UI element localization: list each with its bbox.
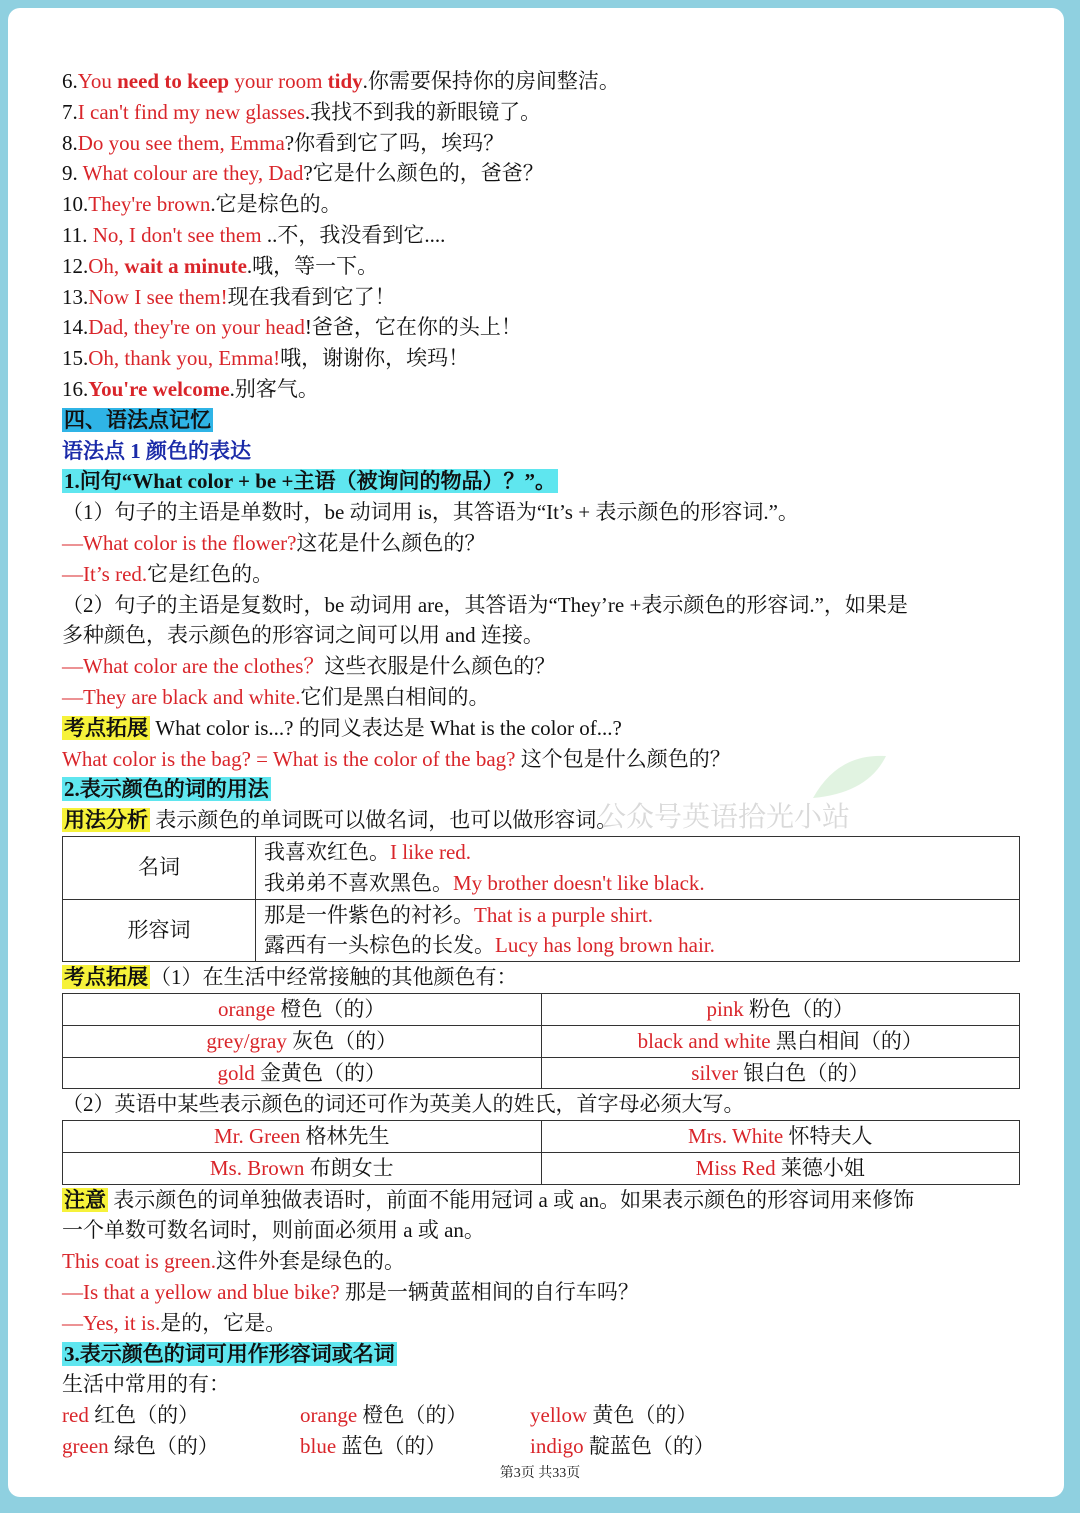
heading-3-line bbox=[62, 1339, 1026, 1370]
dialogue-zh: ?它是什么颜色的，爸爸？ bbox=[303, 161, 544, 186]
dialogue-en: No, I don't see them bbox=[92, 222, 267, 247]
dialogue-en: need to keep bbox=[117, 69, 230, 93]
example-1b bbox=[62, 559, 1026, 590]
line-number: 12. bbox=[62, 253, 89, 278]
color-word bbox=[530, 1400, 697, 1431]
example-en: —Yes, it is. bbox=[62, 1310, 161, 1335]
paragraph-3: （2）英语中某些表示颜色的词还可作为英美人的姓氏，首字母必须大写。 bbox=[62, 1092, 745, 1117]
dialogue-line bbox=[62, 97, 1026, 128]
color-row bbox=[63, 1025, 1020, 1057]
line-number: 14. bbox=[62, 315, 89, 340]
example-zh: 这个包是什么颜色的？ bbox=[515, 746, 731, 771]
dialogue-zh: .我找不到我的新眼镜了。 bbox=[304, 99, 542, 124]
example-en: —They are black and white. bbox=[62, 684, 301, 709]
dialogue-zh: .哦，等一下。 bbox=[246, 253, 379, 278]
word-zh: 靛蓝色（的） bbox=[583, 1434, 715, 1459]
dialogue-line bbox=[62, 220, 1026, 251]
dialogue-line bbox=[62, 189, 1026, 220]
dialogue-en: I can't find my new glasses bbox=[77, 99, 305, 124]
example-en: —It’s red. bbox=[62, 561, 148, 586]
line-number: 6. bbox=[62, 69, 78, 93]
example-zh: 这些衣服是什么颜色的？ bbox=[324, 654, 556, 679]
line-number: 15. bbox=[62, 346, 89, 371]
dialogue-line bbox=[62, 343, 1026, 374]
dialogue-zh: .你需要保持你的房间整洁。 bbox=[362, 69, 620, 93]
dialogue-line bbox=[62, 66, 1026, 97]
word-en: Ms. Brown bbox=[209, 1155, 305, 1180]
word-en: Miss Red bbox=[695, 1155, 776, 1180]
dialogue-list bbox=[62, 66, 1026, 405]
dialogue-zh: ?你看到它了吗，埃玛？ bbox=[284, 130, 505, 155]
dialogue-zh: 哦，谢谢你，埃玛！ bbox=[280, 346, 470, 371]
line-number: 11. bbox=[62, 222, 93, 247]
dialogue-en: What colour are they, Dad bbox=[82, 161, 304, 186]
word-en: indigo bbox=[530, 1434, 584, 1459]
dialogue-en: Oh, thank you, Emma! bbox=[88, 346, 281, 371]
line-number: 10. bbox=[62, 192, 89, 217]
dialogue-en: You're welcome bbox=[88, 376, 230, 401]
word-en: red bbox=[62, 1403, 89, 1428]
document-page bbox=[8, 8, 1064, 1497]
color-words-row bbox=[62, 1431, 1026, 1462]
example-2a bbox=[62, 651, 1026, 682]
line-number: 7. bbox=[62, 99, 78, 124]
table-cell bbox=[541, 1152, 1020, 1184]
dialogue-en: tidy bbox=[327, 69, 363, 93]
word-zh: 莱德小姐 bbox=[775, 1155, 865, 1180]
usage-examples bbox=[256, 836, 1020, 899]
dialogue-line bbox=[62, 374, 1026, 405]
usage-part-of-speech: 名词 bbox=[63, 836, 256, 899]
dialogue-en: Dad, they're on your head bbox=[88, 315, 305, 340]
example-zh: 它们是黑白相间的。 bbox=[300, 684, 490, 709]
word-zh: 红色（的） bbox=[88, 1403, 200, 1428]
dialogue-en: Do you see them, Emma bbox=[77, 130, 285, 155]
kaodian-label: 考点拓展 bbox=[64, 965, 148, 990]
example-en: That is a purple shirt. bbox=[474, 902, 654, 927]
heading-2: 2.表示颜色的词的用法 bbox=[64, 777, 269, 802]
example-zh: 是的，它是。 bbox=[160, 1310, 287, 1335]
table-cell bbox=[63, 1057, 542, 1089]
example-en: —What color are the clothes？ bbox=[62, 654, 325, 679]
word-zh: 橙色（的） bbox=[275, 996, 386, 1021]
color-row bbox=[63, 1057, 1020, 1089]
example-zh: 这花是什么颜色的？ bbox=[296, 530, 486, 555]
word-zh: 怀特夫人 bbox=[783, 1124, 873, 1149]
word-en: black and white bbox=[637, 1028, 771, 1053]
table-cell bbox=[63, 1025, 542, 1057]
word-en: grey/gray bbox=[206, 1028, 287, 1053]
color-word bbox=[300, 1400, 467, 1431]
heading-3: 3.表示颜色的词可用作形容词或名词 bbox=[64, 1341, 395, 1366]
word-zh: 金黄色（的） bbox=[254, 1060, 387, 1085]
line-number: 13. bbox=[62, 284, 89, 309]
word-en: gold bbox=[217, 1060, 255, 1085]
dialogue-zh: !爸爸，它在你的头上！ bbox=[304, 315, 522, 340]
usage-example bbox=[264, 868, 1011, 899]
word-zh: 绿色（的） bbox=[108, 1434, 219, 1459]
dialogue-en: They're brown bbox=[88, 192, 211, 217]
dialogue-zh: 现在我看到它了！ bbox=[227, 284, 396, 309]
line-number: 8. bbox=[62, 130, 78, 155]
paragraph-1: （1）句子的主语是单数时，be 动词用 is，其答语为“It’s + 表示颜色的形容词.”。 bbox=[62, 500, 799, 525]
surnames-table bbox=[62, 1120, 1020, 1185]
usage-row bbox=[63, 899, 1020, 962]
dialogue-en: You bbox=[77, 69, 118, 93]
watermark-text: 公众号英语拾光小站 bbox=[598, 800, 851, 833]
colors-table bbox=[62, 993, 1020, 1089]
word-zh: 银白色（的） bbox=[737, 1060, 870, 1085]
dialogue-line bbox=[62, 312, 1026, 343]
heading-1-line bbox=[62, 466, 1026, 497]
table-cell bbox=[541, 1057, 1020, 1089]
dialogue-line bbox=[62, 128, 1026, 159]
surname-row bbox=[63, 1121, 1020, 1153]
dialogue-zh: .别客气。 bbox=[229, 376, 319, 401]
kaodian-text: （1）在生活中经常接触的其他颜色有： bbox=[150, 965, 518, 990]
usage-example bbox=[264, 900, 1011, 931]
word-en: pink bbox=[706, 996, 744, 1021]
example-en: My brother doesn't like black. bbox=[453, 870, 705, 895]
dialogue-en: your room bbox=[229, 69, 328, 93]
usage-line bbox=[62, 805, 1026, 836]
table-cell bbox=[541, 1121, 1020, 1153]
dialogue-en: Now I see them! bbox=[88, 284, 228, 309]
table-cell bbox=[63, 1121, 542, 1153]
example-zh: 这件外套是绿色的。 bbox=[215, 1249, 405, 1274]
usage-part-of-speech: 形容词 bbox=[63, 899, 256, 962]
table-cell bbox=[541, 993, 1020, 1025]
example-en: What color is the bag? = What is the color of the bag? bbox=[62, 746, 516, 771]
paragraph-2b: 多种颜色，表示颜色的形容词之间可以用 and 连接。 bbox=[62, 623, 544, 648]
example-en: This coat is green. bbox=[62, 1249, 216, 1274]
word-zh: 粉色（的） bbox=[743, 996, 855, 1021]
line-number: 9. bbox=[62, 161, 83, 186]
example-3a bbox=[62, 1246, 1026, 1277]
word-zh: 黑白相间（的） bbox=[770, 1028, 923, 1053]
word-zh: 蓝色（的） bbox=[336, 1434, 447, 1459]
word-zh: 橙色（的） bbox=[357, 1403, 468, 1428]
example-zh: 我弟弟不喜欢黑色。 bbox=[264, 870, 453, 895]
example-zh: 它是红色的。 bbox=[147, 561, 274, 586]
kaodian-1 bbox=[62, 713, 1026, 744]
note-text: 表示颜色的词单独做表语时，前面不能用冠词 a 或 an。如果表示颜色的形容词用来修饰 bbox=[108, 1187, 915, 1212]
color-word bbox=[62, 1431, 219, 1462]
usage-label: 用法分析 bbox=[64, 808, 148, 833]
example-en: Lucy has long brown hair. bbox=[495, 933, 715, 958]
usage-examples bbox=[256, 899, 1020, 962]
paragraph-2a: （2）句子的主语是复数时，be 动词用 are，其答语为“They’re +表示颜色的形容词.”，如果是 bbox=[62, 592, 908, 617]
word-en: blue bbox=[300, 1434, 337, 1459]
example-3c bbox=[62, 1308, 1026, 1339]
example-zh: 露西有一头棕色的长发。 bbox=[264, 933, 495, 958]
example-zh: 那是一件紫色的衬衫。 bbox=[264, 902, 474, 927]
table-cell bbox=[63, 1152, 542, 1184]
word-en: Mrs. White bbox=[687, 1124, 784, 1149]
usage-row bbox=[63, 836, 1020, 899]
word-en: yellow bbox=[530, 1403, 588, 1428]
line-number: 16. bbox=[62, 376, 89, 401]
table-cell bbox=[63, 993, 542, 1025]
example-en: —What color is the flower? bbox=[62, 530, 297, 555]
color-words-list bbox=[62, 1400, 1026, 1462]
example-en: I like red. bbox=[390, 839, 472, 864]
paragraph-4: 生活中常用的有： bbox=[62, 1372, 230, 1397]
surname-row bbox=[63, 1152, 1020, 1184]
color-row bbox=[63, 993, 1020, 1025]
example-3b bbox=[62, 1277, 1026, 1308]
word-en: orange bbox=[300, 1403, 358, 1428]
example-1a bbox=[62, 528, 1026, 559]
note-line-2: 一个单数可数名词时，则前面必须用 a 或 an。 bbox=[62, 1218, 485, 1243]
heading-1: 1.问句“What color + be +主语（被询问的物品）？”。 bbox=[64, 469, 556, 494]
dialogue-en: Oh, bbox=[88, 253, 125, 278]
word-en: green bbox=[62, 1434, 109, 1459]
color-words-row bbox=[62, 1400, 1026, 1431]
usage-table bbox=[62, 836, 1020, 962]
dialogue-en: wait a minute bbox=[124, 253, 247, 278]
usage-text: 表示颜色的单词既可以做名词，也可以做形容词。 bbox=[150, 808, 618, 833]
word-en: Mr. Green bbox=[213, 1124, 301, 1149]
note-line bbox=[62, 1185, 1026, 1216]
section-title-line bbox=[62, 405, 1026, 436]
dialogue-zh: .它是棕色的。 bbox=[210, 192, 342, 217]
usage-example bbox=[264, 837, 1011, 868]
example-zh: 我喜欢红色。 bbox=[264, 839, 390, 864]
dialogue-zh: ..不，我没看到它.... bbox=[266, 222, 446, 247]
example-2b bbox=[62, 682, 1026, 713]
dialogue-line bbox=[62, 282, 1026, 313]
grammar-point-title: 语法点 1 颜色的表达 bbox=[62, 438, 251, 463]
kaodian-2 bbox=[62, 962, 1026, 993]
word-zh: 灰色（的） bbox=[286, 1028, 398, 1053]
word-zh: 布朗女士 bbox=[304, 1155, 394, 1180]
grammar-point-line bbox=[62, 436, 1026, 467]
color-word bbox=[62, 1400, 199, 1431]
example-en: —Is that a yellow and blue bike? bbox=[62, 1280, 340, 1305]
section-title: 四、语法点记忆 bbox=[64, 407, 211, 432]
page-footer: 第3页 共33页 bbox=[499, 1466, 581, 1481]
word-zh: 格林先生 bbox=[300, 1124, 390, 1149]
usage-example bbox=[264, 930, 1011, 961]
word-en: orange bbox=[218, 996, 276, 1021]
word-en: silver bbox=[691, 1060, 738, 1085]
table-cell bbox=[541, 1025, 1020, 1057]
example-zh: 那是一辆黄蓝相间的自行车吗？ bbox=[339, 1280, 639, 1305]
dialogue-line bbox=[62, 158, 1026, 189]
color-word bbox=[530, 1431, 715, 1462]
kaodian-text: What color is...? 的同义表达是 What is the color of...? bbox=[150, 715, 622, 740]
word-zh: 黄色（的） bbox=[587, 1403, 698, 1428]
dialogue-line bbox=[62, 251, 1026, 282]
color-word bbox=[300, 1431, 446, 1462]
kaodian-label: 考点拓展 bbox=[64, 715, 148, 740]
note-label: 注意 bbox=[64, 1187, 106, 1212]
